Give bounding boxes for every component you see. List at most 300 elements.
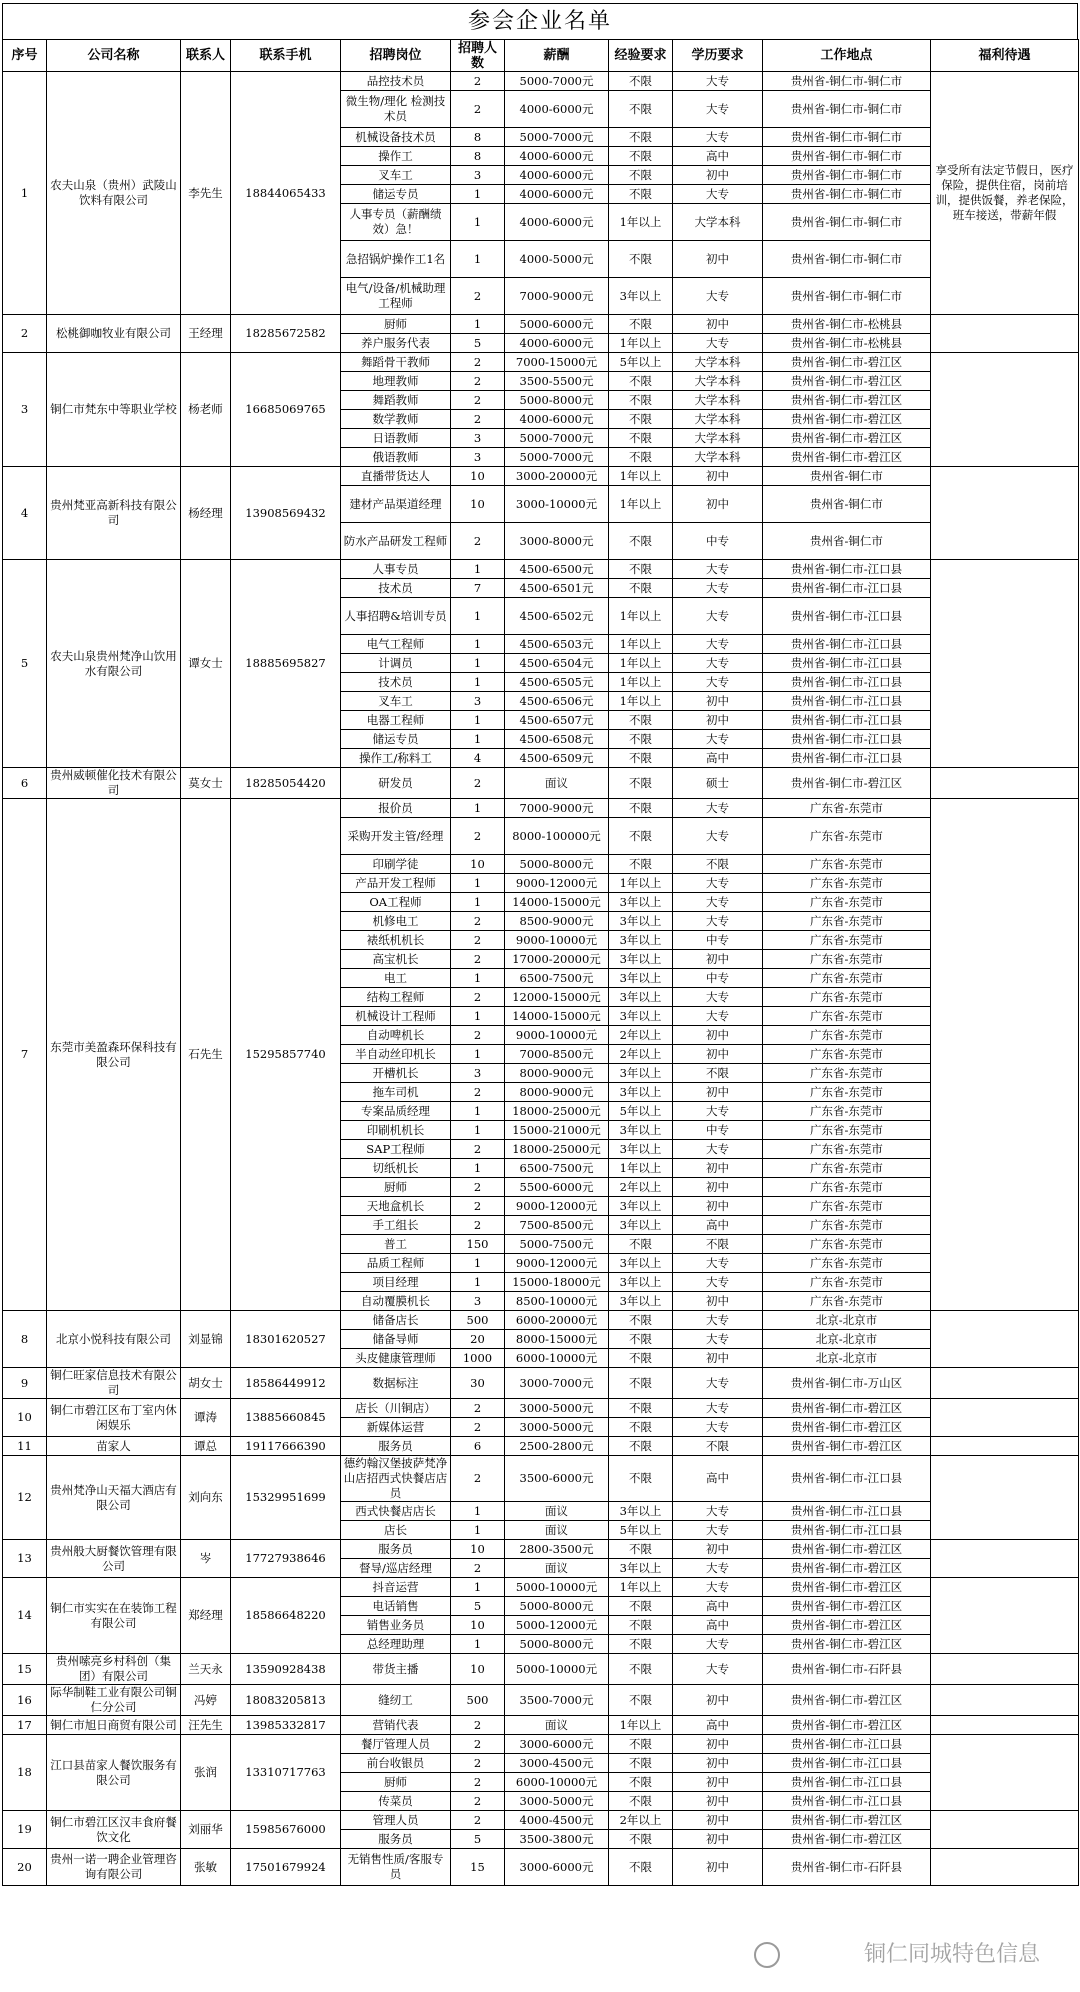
- job-count: 1: [451, 874, 505, 893]
- job-location: 贵州省-铜仁市-碧江区: [763, 1399, 931, 1418]
- job-post: 采购开发主管/经理: [341, 818, 451, 855]
- job-post: 储备导师: [341, 1330, 451, 1349]
- job-location: 广东省-东莞市: [763, 818, 931, 855]
- job-post: 研发员: [341, 768, 451, 799]
- job-experience: 不限: [609, 768, 673, 799]
- job-education: 大专: [673, 1578, 763, 1597]
- job-experience: 5年以上: [609, 1102, 673, 1121]
- job-education: 大专: [673, 988, 763, 1007]
- job-education: 初中: [673, 1159, 763, 1178]
- job-location: 贵州省-铜仁市-碧江区: [763, 1578, 931, 1597]
- job-count: 1: [451, 1159, 505, 1178]
- job-count: 2: [451, 1216, 505, 1235]
- job-salary: 4500-6503元: [505, 635, 609, 654]
- job-location: 贵州省-铜仁市-石阡县: [763, 1654, 931, 1685]
- watermark-icon: [754, 1942, 780, 1968]
- row-number: 16: [3, 1685, 47, 1716]
- job-salary: 5500-6000元: [505, 1178, 609, 1197]
- job-location: 贵州省-铜仁市-碧江区: [763, 1559, 931, 1578]
- job-experience: 3年以上: [609, 1064, 673, 1083]
- job-count: 1: [451, 969, 505, 988]
- job-count: 10: [451, 486, 505, 523]
- job-location: 贵州省-铜仁市-江口县: [763, 560, 931, 579]
- job-location: 贵州省-铜仁市-江口县: [763, 749, 931, 768]
- job-count: 2: [451, 1083, 505, 1102]
- company-name: 农夫山泉（贵州）武陵山饮料有限公司: [47, 72, 181, 315]
- job-count: 1: [451, 1502, 505, 1521]
- job-education: 初中: [673, 1540, 763, 1559]
- job-education: 高中: [673, 1616, 763, 1635]
- job-salary: 8000-100000元: [505, 818, 609, 855]
- job-location: 贵州省-铜仁市-碧江区: [763, 1616, 931, 1635]
- job-salary: 4500-6502元: [505, 598, 609, 635]
- company-name: 铜仁旺家信息技术有限公司: [47, 1368, 181, 1399]
- benefits: [931, 1685, 1079, 1716]
- job-education: 初中: [673, 711, 763, 730]
- table-row: [3, 768, 1079, 799]
- job-post: 服务员: [341, 1830, 451, 1849]
- job-count: 1: [451, 893, 505, 912]
- job-experience: 3年以上: [609, 1083, 673, 1102]
- job-education: 大学本科: [673, 353, 763, 372]
- job-location: 北京-北京市: [763, 1330, 931, 1349]
- contact-person: 石先生: [181, 799, 231, 1311]
- job-education: 不限: [673, 1235, 763, 1254]
- job-education: 初中: [673, 1849, 763, 1886]
- job-location: 贵州省-铜仁市-铜仁市: [763, 72, 931, 91]
- job-post: 品控技术员: [341, 72, 451, 91]
- job-experience: 不限: [609, 185, 673, 204]
- job-count: 2: [451, 410, 505, 429]
- company-name: 贵州般大厨餐饮管理有限公司: [47, 1540, 181, 1578]
- job-education: 初中: [673, 1735, 763, 1754]
- job-education: 大专: [673, 1521, 763, 1540]
- job-post: 督导/巡店经理: [341, 1559, 451, 1578]
- job-experience: 不限: [609, 1235, 673, 1254]
- company-name: 贵州威顿催化技术有限公司: [47, 768, 181, 799]
- job-experience: 3年以上: [609, 912, 673, 931]
- job-experience: 3年以上: [609, 893, 673, 912]
- job-education: 大专: [673, 1654, 763, 1685]
- row-number: 15: [3, 1654, 47, 1685]
- job-location: 广东省-东莞市: [763, 1026, 931, 1045]
- job-post: 缝纫工: [341, 1685, 451, 1716]
- job-count: 3: [451, 429, 505, 448]
- job-experience: 2年以上: [609, 1178, 673, 1197]
- job-salary: 4500-6509元: [505, 749, 609, 768]
- benefits: 享受所有法定节假日，医疗保险，提供住宿，岗前培训，提供饭餐，养老保险，班车接送，带薪年假: [931, 72, 1079, 315]
- job-experience: 2年以上: [609, 1045, 673, 1064]
- job-education: 大专: [673, 1254, 763, 1273]
- job-count: 8: [451, 128, 505, 147]
- job-location: 贵州省-铜仁市-碧江区: [763, 768, 931, 799]
- job-education: 大专: [673, 1502, 763, 1521]
- job-education: 大专: [673, 1368, 763, 1399]
- job-location: 贵州省-铜仁市-碧江区: [763, 1830, 931, 1849]
- job-location: 广东省-东莞市: [763, 1178, 931, 1197]
- company-name: 贵州梵净山天福大酒店有限公司: [47, 1456, 181, 1540]
- row-number: 1: [3, 72, 47, 315]
- contact-phone: 13310717763: [231, 1735, 341, 1811]
- job-post: 无销售性质/客服专员: [341, 1849, 451, 1886]
- job-salary: 4000-6000元: [505, 185, 609, 204]
- job-post: 技术员: [341, 673, 451, 692]
- job-post: 印刷学徒: [341, 855, 451, 874]
- row-number: 13: [3, 1540, 47, 1578]
- job-experience: 3年以上: [609, 1140, 673, 1159]
- job-post: 销售业务员: [341, 1616, 451, 1635]
- benefits: [931, 1540, 1079, 1578]
- benefits: [931, 1311, 1079, 1368]
- job-location: 贵州省-铜仁市-江口县: [763, 635, 931, 654]
- job-location: 广东省-东莞市: [763, 931, 931, 950]
- job-count: 2: [451, 391, 505, 410]
- job-location: 贵州省-铜仁市-江口县: [763, 711, 931, 730]
- job-education: 初中: [673, 1685, 763, 1716]
- job-education: 大专: [673, 654, 763, 673]
- job-post: 叉车工: [341, 692, 451, 711]
- job-experience: 1年以上: [609, 635, 673, 654]
- row-number: 8: [3, 1311, 47, 1368]
- job-post: 厨师: [341, 315, 451, 334]
- job-education: 大专: [673, 128, 763, 147]
- company-name: 贵州一诺一聘企业管理咨询有限公司: [47, 1849, 181, 1886]
- job-post: 营销代表: [341, 1716, 451, 1735]
- job-count: 2: [451, 912, 505, 931]
- job-salary: 5000-7000元: [505, 429, 609, 448]
- job-count: 1: [451, 315, 505, 334]
- job-salary: 3000-5000元: [505, 1792, 609, 1811]
- company-name: 松桃御咖牧业有限公司: [47, 315, 181, 353]
- job-education: 初中: [673, 1754, 763, 1773]
- job-education: 中专: [673, 1121, 763, 1140]
- row-number: 20: [3, 1849, 47, 1886]
- job-location: 贵州省-铜仁市: [763, 467, 931, 486]
- job-experience: 不限: [609, 1654, 673, 1685]
- table-row: [3, 353, 1079, 372]
- job-location: 贵州省-铜仁市-铜仁市: [763, 204, 931, 241]
- job-salary: 9000-12000元: [505, 1197, 609, 1216]
- job-experience: 不限: [609, 391, 673, 410]
- job-location: 广东省-东莞市: [763, 1121, 931, 1140]
- job-experience: 不限: [609, 1311, 673, 1330]
- job-experience: 2年以上: [609, 1026, 673, 1045]
- job-experience: 不限: [609, 1754, 673, 1773]
- job-education: 初中: [673, 950, 763, 969]
- job-post: 操作工/称料工: [341, 749, 451, 768]
- job-education: 初中: [673, 1292, 763, 1311]
- job-location: 贵州省-铜仁市-江口县: [763, 598, 931, 635]
- job-education: 初中: [673, 1045, 763, 1064]
- job-post: 高宝机长: [341, 950, 451, 969]
- job-salary: 4000-6000元: [505, 410, 609, 429]
- job-count: 1: [451, 598, 505, 635]
- job-location: 广东省-东莞市: [763, 1045, 931, 1064]
- job-count: 2: [451, 1754, 505, 1773]
- job-salary: 4000-5000元: [505, 241, 609, 278]
- job-experience: 不限: [609, 72, 673, 91]
- job-salary: 3000-6000元: [505, 1849, 609, 1886]
- job-count: 7: [451, 579, 505, 598]
- job-location: 广东省-东莞市: [763, 950, 931, 969]
- table-row: [3, 560, 1079, 579]
- job-experience: 不限: [609, 523, 673, 560]
- job-count: 2: [451, 91, 505, 128]
- job-education: 大专: [673, 91, 763, 128]
- job-count: 3: [451, 166, 505, 185]
- job-experience: 3年以上: [609, 1216, 673, 1235]
- benefits: [931, 1456, 1079, 1540]
- job-post: 电话销售: [341, 1597, 451, 1616]
- job-post: 计调员: [341, 654, 451, 673]
- job-post: 服务员: [341, 1437, 451, 1456]
- job-education: 大专: [673, 1273, 763, 1292]
- job-experience: 1年以上: [609, 692, 673, 711]
- job-post: 叉车工: [341, 166, 451, 185]
- contact-person: 谭总: [181, 1437, 231, 1456]
- table-row: [3, 1437, 1079, 1456]
- job-count: 1: [451, 654, 505, 673]
- job-salary: 3500-3800元: [505, 1830, 609, 1849]
- contact-phone: 17501679924: [231, 1849, 341, 1886]
- row-number: 2: [3, 315, 47, 353]
- contact-person: 李先生: [181, 72, 231, 315]
- job-count: 1: [451, 1121, 505, 1140]
- job-count: 2: [451, 818, 505, 855]
- job-education: 初中: [673, 166, 763, 185]
- job-post: 数学教师: [341, 410, 451, 429]
- row-number: 7: [3, 799, 47, 1311]
- job-location: 贵州省-铜仁市-铜仁市: [763, 128, 931, 147]
- job-education: 高中: [673, 1216, 763, 1235]
- benefits: [931, 560, 1079, 768]
- job-salary: 8500-9000元: [505, 912, 609, 931]
- contact-phone: 13908569432: [231, 467, 341, 560]
- job-location: 贵州省-铜仁市-碧江区: [763, 353, 931, 372]
- job-salary: 18000-25000元: [505, 1102, 609, 1121]
- job-count: 6: [451, 1437, 505, 1456]
- job-count: 1: [451, 204, 505, 241]
- job-education: 大专: [673, 185, 763, 204]
- contact-phone: 18885695827: [231, 560, 341, 768]
- col-header-salary: 薪酬: [505, 40, 609, 72]
- job-experience: 1年以上: [609, 1716, 673, 1735]
- job-education: 大专: [673, 560, 763, 579]
- job-education: 初中: [673, 467, 763, 486]
- job-post: 天地盒机长: [341, 1197, 451, 1216]
- job-location: 贵州省-铜仁市-碧江区: [763, 1437, 931, 1456]
- job-experience: 不限: [609, 1792, 673, 1811]
- job-experience: 不限: [609, 147, 673, 166]
- job-salary: 3000-4500元: [505, 1754, 609, 1773]
- job-education: 大专: [673, 1399, 763, 1418]
- job-post: 产品开发工程师: [341, 874, 451, 893]
- job-location: 贵州省-铜仁市-石阡县: [763, 1849, 931, 1886]
- job-post: 自动啤机长: [341, 1026, 451, 1045]
- job-salary: 7500-8500元: [505, 1216, 609, 1235]
- job-post: 建材产品渠道经理: [341, 486, 451, 523]
- job-salary: 5000-12000元: [505, 1616, 609, 1635]
- job-location: 广东省-东莞市: [763, 1254, 931, 1273]
- contact-person: 莫女士: [181, 768, 231, 799]
- job-experience: 不限: [609, 749, 673, 768]
- job-education: 大专: [673, 1311, 763, 1330]
- job-location: 贵州省-铜仁市-碧江区: [763, 1685, 931, 1716]
- job-experience: 1年以上: [609, 673, 673, 692]
- job-count: 1: [451, 1254, 505, 1273]
- job-salary: 8500-10000元: [505, 1292, 609, 1311]
- table-body: [3, 72, 1079, 1886]
- job-experience: 3年以上: [609, 1121, 673, 1140]
- job-experience: 3年以上: [609, 1254, 673, 1273]
- job-experience: 1年以上: [609, 467, 673, 486]
- job-post: 储运专员: [341, 185, 451, 204]
- job-post: 项目经理: [341, 1273, 451, 1292]
- row-number: 11: [3, 1437, 47, 1456]
- job-count: 2: [451, 768, 505, 799]
- job-post: 数据标注: [341, 1368, 451, 1399]
- job-count: 500: [451, 1311, 505, 1330]
- job-post: 直播带货达人: [341, 467, 451, 486]
- job-post: 切纸机长: [341, 1159, 451, 1178]
- contact-phone: 18301620527: [231, 1311, 341, 1368]
- job-count: 150: [451, 1235, 505, 1254]
- job-count: 10: [451, 1540, 505, 1559]
- contact-phone: 18083205813: [231, 1685, 341, 1716]
- job-education: 大专: [673, 673, 763, 692]
- job-post: 专案品质经理: [341, 1102, 451, 1121]
- job-location: 贵州省-铜仁市-碧江区: [763, 448, 931, 467]
- col-header-phone: 联系手机: [231, 40, 341, 72]
- job-experience: 不限: [609, 448, 673, 467]
- row-number: 18: [3, 1735, 47, 1811]
- job-salary: 5000-7000元: [505, 72, 609, 91]
- benefits: [931, 1849, 1079, 1886]
- job-experience: 不限: [609, 1437, 673, 1456]
- job-location: 广东省-东莞市: [763, 912, 931, 931]
- job-salary: 7000-15000元: [505, 353, 609, 372]
- job-count: 1: [451, 1521, 505, 1540]
- job-experience: 不限: [609, 1685, 673, 1716]
- job-location: 广东省-东莞市: [763, 1064, 931, 1083]
- job-education: 中专: [673, 931, 763, 950]
- job-salary: 5000-6000元: [505, 315, 609, 334]
- contact-phone: 19117666390: [231, 1437, 341, 1456]
- col-header-post: 招聘岗位: [341, 40, 451, 72]
- job-count: 2: [451, 72, 505, 91]
- job-salary: 6500-7500元: [505, 1159, 609, 1178]
- job-count: 2: [451, 1399, 505, 1418]
- job-experience: 不限: [609, 1540, 673, 1559]
- company-name: 铜仁市实实在在装饰工程有限公司: [47, 1578, 181, 1654]
- job-count: 2: [451, 353, 505, 372]
- job-post: 舞蹈骨干教师: [341, 353, 451, 372]
- job-salary: 4000-6000元: [505, 91, 609, 128]
- job-education: 大学本科: [673, 372, 763, 391]
- job-post: 总经理助理: [341, 1635, 451, 1654]
- job-experience: 不限: [609, 1418, 673, 1437]
- job-salary: 3000-7000元: [505, 1368, 609, 1399]
- job-experience: 1年以上: [609, 204, 673, 241]
- contact-phone: 18285672582: [231, 315, 341, 353]
- job-salary: 12000-15000元: [505, 988, 609, 1007]
- benefits: [931, 467, 1079, 560]
- job-education: 大专: [673, 893, 763, 912]
- job-post: SAP工程师: [341, 1140, 451, 1159]
- job-salary: 3000-6000元: [505, 1735, 609, 1754]
- job-post: 储备店长: [341, 1311, 451, 1330]
- job-education: 初中: [673, 1083, 763, 1102]
- table-row: [3, 1685, 1079, 1716]
- job-salary: 9000-12000元: [505, 1254, 609, 1273]
- job-salary: 6500-7500元: [505, 969, 609, 988]
- job-count: 1: [451, 673, 505, 692]
- job-post: 地理教师: [341, 372, 451, 391]
- row-number: 9: [3, 1368, 47, 1399]
- job-post: 自动覆膜机长: [341, 1292, 451, 1311]
- job-salary: 4000-6000元: [505, 204, 609, 241]
- job-count: 2: [451, 1773, 505, 1792]
- row-number: 3: [3, 353, 47, 467]
- job-count: 1: [451, 1578, 505, 1597]
- col-header-no: 序号: [3, 40, 47, 72]
- job-education: 初中: [673, 1773, 763, 1792]
- company-name: 铜仁市碧江区汉丰食府餐饮文化: [47, 1811, 181, 1849]
- job-post: 技术员: [341, 579, 451, 598]
- job-salary: 4500-6504元: [505, 654, 609, 673]
- contact-person: 张润: [181, 1735, 231, 1811]
- job-experience: 不限: [609, 711, 673, 730]
- job-count: 10: [451, 1654, 505, 1685]
- job-post: 前台收银员: [341, 1754, 451, 1773]
- job-salary: 18000-25000元: [505, 1140, 609, 1159]
- job-experience: 不限: [609, 429, 673, 448]
- job-education: 不限: [673, 1064, 763, 1083]
- job-post: 管理人员: [341, 1811, 451, 1830]
- job-education: 高中: [673, 147, 763, 166]
- job-location: 贵州省-铜仁市-江口县: [763, 654, 931, 673]
- job-education: 大专: [673, 1559, 763, 1578]
- table-row: [3, 799, 1079, 818]
- benefits: [931, 353, 1079, 467]
- job-post: 传菜员: [341, 1792, 451, 1811]
- job-experience: 1年以上: [609, 654, 673, 673]
- contact-phone: 13590928438: [231, 1654, 341, 1685]
- job-experience: 5年以上: [609, 353, 673, 372]
- job-education: 不限: [673, 855, 763, 874]
- job-experience: 不限: [609, 1368, 673, 1399]
- job-salary: 9000-12000元: [505, 874, 609, 893]
- job-salary: 7000-9000元: [505, 278, 609, 315]
- job-location: 广东省-东莞市: [763, 874, 931, 893]
- row-number: 5: [3, 560, 47, 768]
- contact-person: 杨经理: [181, 467, 231, 560]
- table-row: [3, 1735, 1079, 1754]
- job-experience: 不限: [609, 799, 673, 818]
- job-experience: 不限: [609, 1635, 673, 1654]
- job-count: 2: [451, 1197, 505, 1216]
- job-location: 贵州省-铜仁市-铜仁市: [763, 147, 931, 166]
- job-post: 头皮健康管理师: [341, 1349, 451, 1368]
- job-salary: 4500-6500元: [505, 560, 609, 579]
- job-location: 贵州省-铜仁市-碧江区: [763, 1597, 931, 1616]
- company-name: 贵州梵亚高新科技有限公司: [47, 467, 181, 560]
- job-count: 3: [451, 1292, 505, 1311]
- job-education: 大专: [673, 912, 763, 931]
- job-location: 广东省-东莞市: [763, 988, 931, 1007]
- job-experience: 3年以上: [609, 278, 673, 315]
- job-count: 2: [451, 1026, 505, 1045]
